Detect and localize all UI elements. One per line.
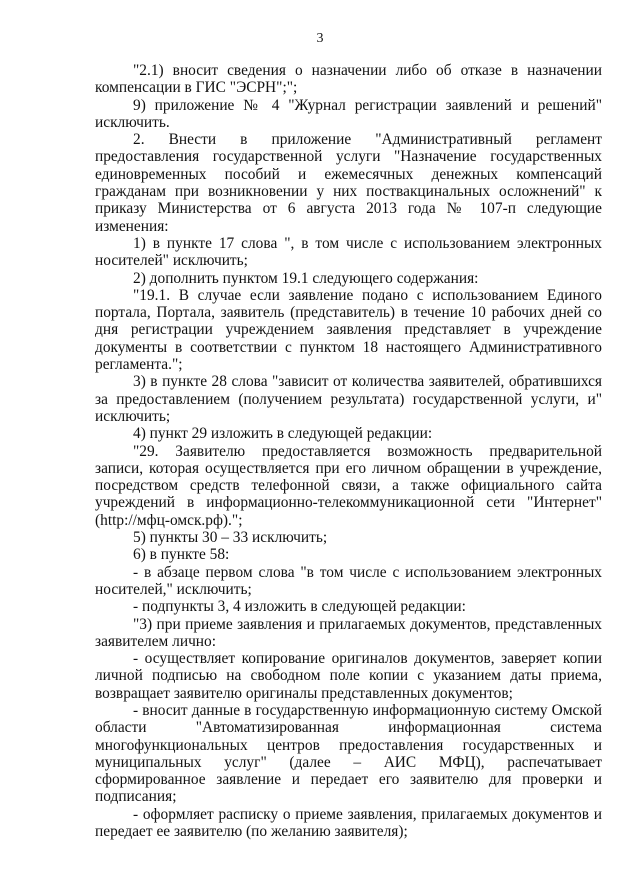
paragraph-subitems-3-4: - подпункты 3, 4 изложить в следующей редакции: — [133, 598, 466, 616]
paragraph-add-19-1: 2) дополнить пунктом 19.1 следующего содержания: — [133, 269, 479, 287]
document-body — [95, 62, 602, 840]
paragraph-items-30-33: 5) пункты 30 – 33 исключить; — [133, 529, 328, 547]
paragraph-item-28: 3) в пункте 28 слова "зависит от количества заявителей, обратившихся за предоставлением (получением результата) государственной услуги, и" исключить; — [95, 373, 602, 425]
paragraph-19-1-text: "19.1. В случае если заявление подано с использованием Единого портала, Портала, заявитель (представитель) в течение 10 рабочих дней со дня регистрации учреждением заявления представляет в учреждение документы в соответствии с пунктом 18 настоящего Административного регламента."; — [95, 286, 602, 374]
paragraph-subitem-3-text: "3) при приеме заявления и прилагаемых документов, представленных заявителем лично: — [95, 615, 602, 650]
page-number: 3 — [316, 31, 324, 46]
paragraph-ais-mfc: - вносит данные в государственную информационную систему Омской области "Автоматизированная информационная система многофункциональных центров предоставления государственных и муниципальных услуг" (далее – АИС МФЦ), распечатывает сформированное заявление и передает его заявителю для проверки и подписания; — [95, 701, 602, 806]
paragraph-2-1-gis-esrn: "2.1) вносит сведения о назначении либо об отказе в назначении компенсации в ГИС "ЭСРН";"; — [95, 62, 602, 97]
paragraph-item-58: 6) в пункте 58: — [133, 546, 230, 564]
paragraph-receipt: - оформляет расписку о приеме заявления, прилагаемых документов и передает ее заявителю (по желанию заявителя); — [95, 805, 602, 841]
paragraph-29-text: "29. Заявителю предоставляется возможность предварительной записи, которая осуществляется при его личном обращении в учреждение, посредством средств телефонной связи, а также официального сайта учреждений в информационно-телекоммуникационной сети "Интернет" (http://мфц-омск.рф)."; — [95, 442, 602, 529]
paragraph-58-first-abzac: - в абзаце первом слова "в том числе с использованием электронных носителей," исключить; — [95, 563, 602, 598]
paragraph-item-17: 1) в пункте 17 слова ", в том числе с использованием электронных носителей" исключить; — [95, 234, 602, 270]
paragraph-appendix-4: 9) приложение № 4 "Журнал регистрации заявлений и решений" исключить. — [95, 96, 602, 131]
paragraph-amend-regulation: 2. Внести в приложение "Административный регламент предоставления государственной услуги "Назначение государственных единовременных пособий и ежемесячных денежных компенсаций гражданам при возникновении у них поствакцинальных осложнений" к приказу Министерства от 6 августа 2013 года № 107-п следующие изменения: — [95, 131, 602, 235]
paragraph-item-29: 4) пункт 29 изложить в следующей редакции: — [133, 425, 433, 443]
paragraph-copying-originals: - осуществляет копирование оригиналов документов, заверяет копии личной подписью на свободном поле копии с указанием даты приема, возвращает заявителю оригиналы представленных документов; — [95, 650, 602, 702]
